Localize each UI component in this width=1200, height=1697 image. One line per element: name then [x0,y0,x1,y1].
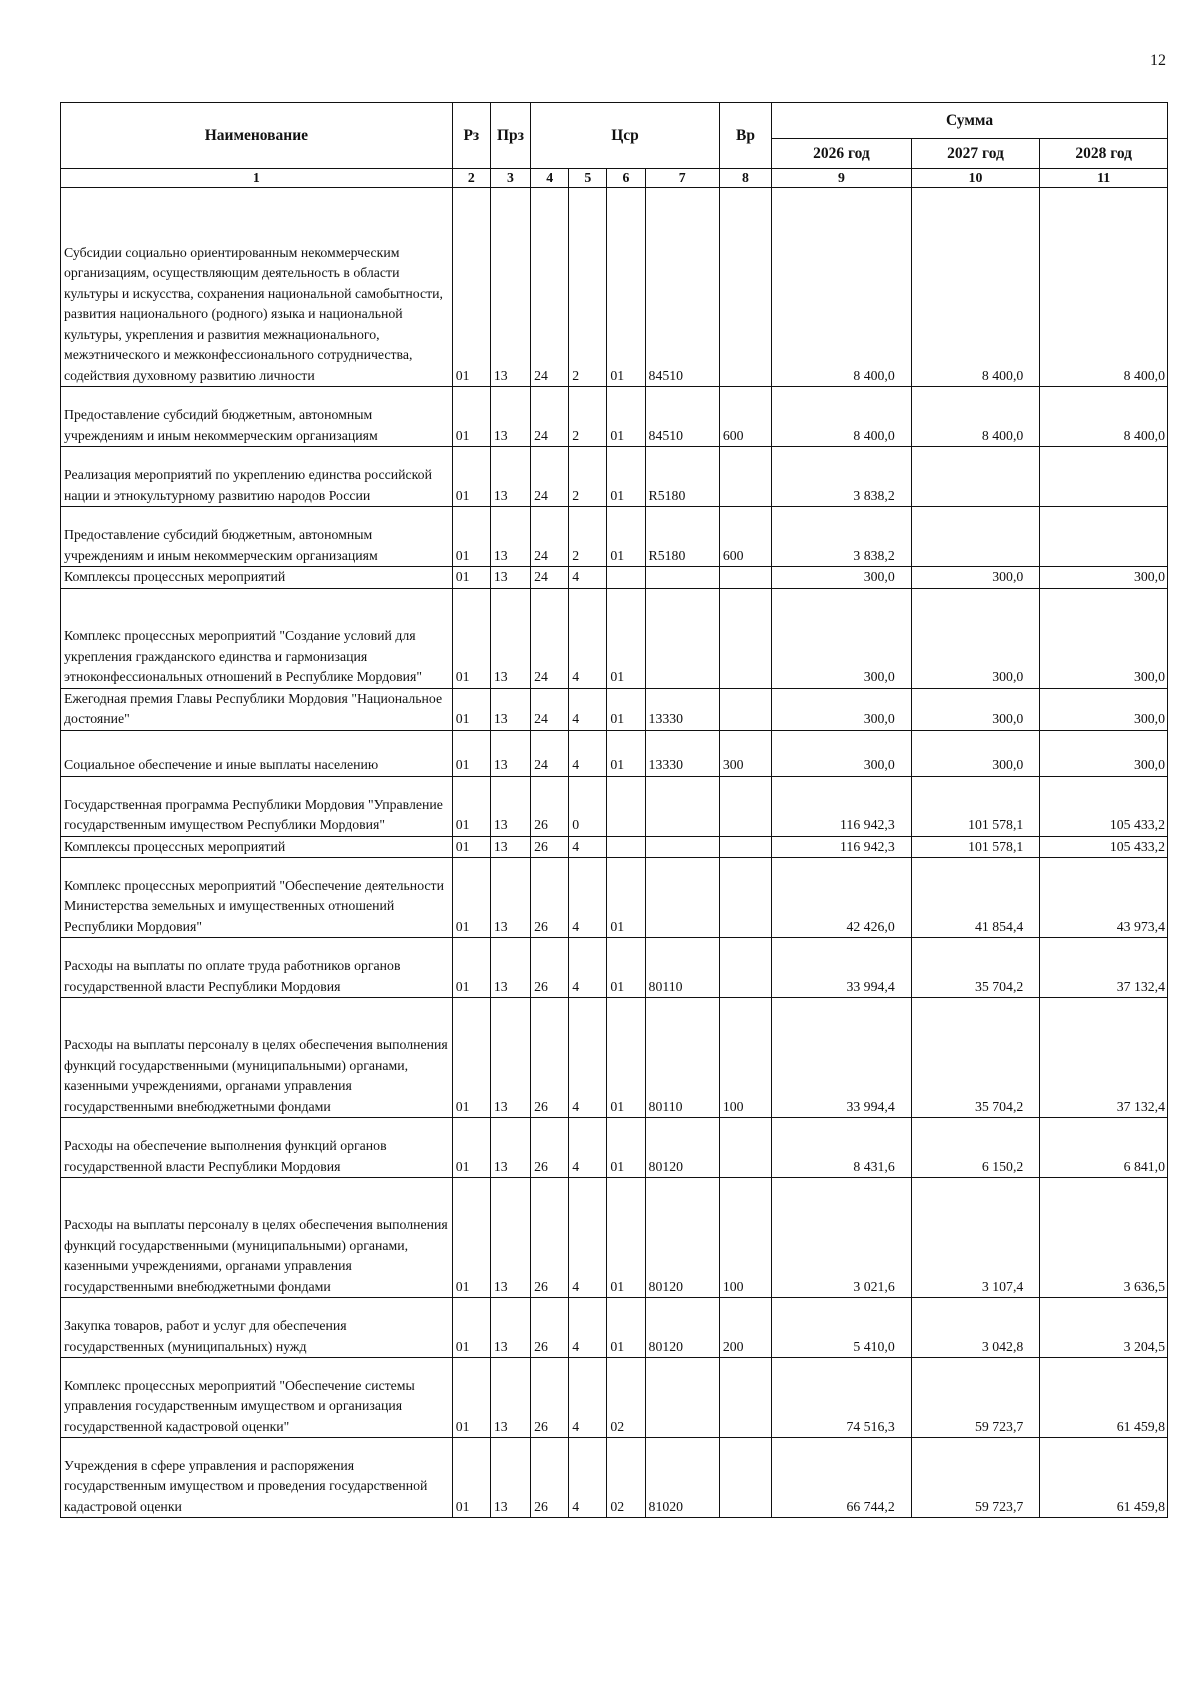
row-name: Ежегодная премия Главы Республики Мордовия "Национальное достояние" [61,688,453,730]
row-sum-2028: 300,0 [1040,730,1168,776]
row-csr-direction: 80120 [645,1118,719,1178]
table-row [61,1118,1168,1178]
row-name: Комплексы процессных мероприятий [61,567,453,589]
row-vr [719,938,771,998]
header-name: Наименование [61,103,453,169]
row-prz: 13 [490,507,530,567]
row-sum-2026: 74 516,3 [772,1358,912,1438]
row-name: Закупка товаров, работ и услуг для обеспечения государственных (муниципальных) нужд [61,1298,453,1358]
row-csr-type: 4 [569,1358,607,1438]
row-csr-type: 4 [569,998,607,1118]
row-prz: 13 [490,998,530,1118]
row-vr [719,1358,771,1438]
row-csr-item: 01 [607,1178,645,1298]
row-sum-2028: 61 459,8 [1040,1438,1168,1518]
row-rz: 01 [452,387,490,447]
row-prz: 13 [490,588,530,688]
column-number: 4 [531,169,569,188]
table-row [61,1298,1168,1358]
row-csr-program: 26 [531,1298,569,1358]
row-sum-2028: 3 204,5 [1040,1298,1168,1358]
row-prz: 13 [490,730,530,776]
row-vr: 300 [719,730,771,776]
row-sum-2028: 8 400,0 [1040,387,1168,447]
table-row [61,688,1168,730]
table-row [61,588,1168,688]
row-csr-item: 02 [607,1358,645,1438]
row-name: Учреждения в сфере управления и распоряжения государственным имуществом и проведения государственной кадастровой оценки [61,1438,453,1518]
header-rz: Рз [452,103,490,169]
row-rz: 01 [452,1358,490,1438]
row-sum-2028: 105 433,2 [1040,776,1168,836]
column-number: 7 [645,169,719,188]
row-csr-program: 24 [531,730,569,776]
row-csr-direction: 81020 [645,1438,719,1518]
row-sum-2026: 8 400,0 [772,387,912,447]
row-prz: 13 [490,776,530,836]
row-sum-2026: 66 744,2 [772,1438,912,1518]
row-name: Комплекс процессных мероприятий "Обеспечение деятельности Министерства земельных и имущественных отношений Республики Мордовия" [61,858,453,938]
row-sum-2026: 3 838,2 [772,507,912,567]
row-csr-direction: R5180 [645,447,719,507]
row-sum-2027: 3 042,8 [911,1298,1040,1358]
row-sum-2028: 37 132,4 [1040,938,1168,998]
row-rz: 01 [452,938,490,998]
row-csr-program: 26 [531,1438,569,1518]
row-rz: 01 [452,836,490,858]
row-sum-2026: 300,0 [772,730,912,776]
row-csr-item: 01 [607,688,645,730]
row-name: Государственная программа Республики Мордовия "Управление государственным имуществом Республики Мордовия" [61,776,453,836]
row-sum-2028: 61 459,8 [1040,1358,1168,1438]
row-sum-2027: 35 704,2 [911,938,1040,998]
row-csr-program: 26 [531,836,569,858]
row-vr: 100 [719,1178,771,1298]
row-sum-2027: 3 107,4 [911,1178,1040,1298]
row-csr-direction: 84510 [645,387,719,447]
row-sum-2026: 33 994,4 [772,938,912,998]
row-prz: 13 [490,188,530,387]
row-sum-2027: 101 578,1 [911,836,1040,858]
row-rz: 01 [452,730,490,776]
table-row [61,387,1168,447]
row-csr-direction: 84510 [645,188,719,387]
row-csr-program: 26 [531,776,569,836]
row-csr-direction [645,1358,719,1438]
row-prz: 13 [490,387,530,447]
table-row [61,1438,1168,1518]
row-rz: 01 [452,507,490,567]
row-prz: 13 [490,1438,530,1518]
table-row [61,836,1168,858]
row-sum-2027: 6 150,2 [911,1118,1040,1178]
row-prz: 13 [490,688,530,730]
row-sum-2026: 116 942,3 [772,836,912,858]
row-sum-2026: 300,0 [772,567,912,589]
row-rz: 01 [452,998,490,1118]
row-sum-2026: 8 431,6 [772,1118,912,1178]
row-vr [719,688,771,730]
row-csr-type: 4 [569,688,607,730]
row-name: Расходы на выплаты персоналу в целях обеспечения выполнения функций государственными (муниципальными) органами, казенными учреждениями, органами управления государственными внебюджетными фондами [61,998,453,1118]
row-vr [719,1438,771,1518]
row-vr [719,1118,771,1178]
row-csr-program: 24 [531,507,569,567]
header-year-2026: 2026 год [772,139,912,169]
row-prz: 13 [490,567,530,589]
row-sum-2028: 8 400,0 [1040,188,1168,387]
row-csr-program: 24 [531,447,569,507]
table-row [61,938,1168,998]
row-csr-type: 4 [569,1438,607,1518]
row-sum-2026: 8 400,0 [772,188,912,387]
row-csr-program: 24 [531,588,569,688]
row-csr-item: 01 [607,998,645,1118]
row-rz: 01 [452,567,490,589]
row-csr-direction [645,567,719,589]
row-csr-item: 01 [607,858,645,938]
row-csr-type: 4 [569,567,607,589]
row-csr-direction: R5180 [645,507,719,567]
table-row [61,776,1168,836]
row-sum-2028: 300,0 [1040,588,1168,688]
row-csr-type: 4 [569,730,607,776]
row-csr-direction: 80120 [645,1298,719,1358]
column-number: 3 [490,169,530,188]
column-number: 1 [61,169,453,188]
column-number: 5 [569,169,607,188]
row-sum-2027 [911,447,1040,507]
row-csr-type: 4 [569,1118,607,1178]
page-number: 12 [1150,52,1166,69]
header-year-2027: 2027 год [911,139,1040,169]
row-csr-item: 01 [607,188,645,387]
row-name: Субсидии социально ориентированным некоммерческим организациям, осуществляющим деятельность в области культуры и искусства, сохранения национальной самобытности, развития национального (родного) языка и национальной культуры, укрепления и развития межнационального, межэтнического и межконфессионального сотрудничества, содействия духовному развитию личности [61,188,453,387]
column-number: 6 [607,169,645,188]
row-sum-2027 [911,507,1040,567]
row-csr-direction: 80120 [645,1178,719,1298]
row-sum-2027: 41 854,4 [911,858,1040,938]
table-row [61,507,1168,567]
row-csr-program: 26 [531,858,569,938]
row-sum-2027: 35 704,2 [911,998,1040,1118]
row-name: Расходы на выплаты персоналу в целях обеспечения выполнения функций государственными (муниципальными) органами, казенными учреждениями, органами управления государственными внебюджетными фондами [61,1178,453,1298]
row-csr-program: 24 [531,387,569,447]
header-sum: Сумма [772,103,1168,139]
row-sum-2028 [1040,507,1168,567]
row-csr-program: 24 [531,567,569,589]
column-number-row [61,169,1168,188]
row-rz: 01 [452,1118,490,1178]
row-csr-program: 26 [531,1358,569,1438]
row-sum-2026: 33 994,4 [772,998,912,1118]
row-csr-direction: 80110 [645,998,719,1118]
row-vr [719,567,771,589]
row-csr-type: 4 [569,588,607,688]
row-csr-item: 01 [607,507,645,567]
table-row [61,567,1168,589]
row-sum-2026: 300,0 [772,688,912,730]
row-csr-item: 01 [607,938,645,998]
row-name: Предоставление субсидий бюджетным, автономным учреждениям и иным некоммерческим организациям [61,387,453,447]
row-csr-item: 01 [607,447,645,507]
row-sum-2028: 300,0 [1040,567,1168,589]
row-sum-2027: 59 723,7 [911,1438,1040,1518]
row-csr-type: 2 [569,507,607,567]
row-csr-direction [645,858,719,938]
row-csr-direction: 80110 [645,938,719,998]
row-prz: 13 [490,1118,530,1178]
header-year-2028: 2028 год [1040,139,1168,169]
row-csr-type: 4 [569,858,607,938]
row-csr-type: 2 [569,387,607,447]
row-sum-2027: 8 400,0 [911,188,1040,387]
row-csr-item [607,836,645,858]
row-sum-2026: 3 838,2 [772,447,912,507]
budget-table [60,102,1168,1518]
table-row [61,998,1168,1118]
header-csr: Цср [531,103,720,169]
row-sum-2028: 6 841,0 [1040,1118,1168,1178]
row-name: Расходы на выплаты по оплате труда работников органов государственной власти Республики Мордовия [61,938,453,998]
row-sum-2026: 116 942,3 [772,776,912,836]
row-rz: 01 [452,776,490,836]
row-csr-program: 24 [531,688,569,730]
table-row [61,1178,1168,1298]
row-name: Расходы на обеспечение выполнения функций органов государственной власти Республики Мордовия [61,1118,453,1178]
row-vr [719,588,771,688]
row-name: Комплекс процессных мероприятий "Обеспечение системы управления государственным имуществом и организация государственной кадастровой оценки" [61,1358,453,1438]
row-prz: 13 [490,938,530,998]
column-number: 8 [719,169,771,188]
row-vr: 200 [719,1298,771,1358]
row-csr-type: 4 [569,1178,607,1298]
row-name: Предоставление субсидий бюджетным, автономным учреждениям и иным некоммерческим организациям [61,507,453,567]
row-rz: 01 [452,688,490,730]
row-vr [719,776,771,836]
row-sum-2027: 300,0 [911,588,1040,688]
row-prz: 13 [490,447,530,507]
row-prz: 13 [490,1358,530,1438]
row-csr-item: 01 [607,588,645,688]
table-row [61,858,1168,938]
row-csr-program: 26 [531,1118,569,1178]
row-csr-item: 01 [607,1118,645,1178]
row-rz: 01 [452,858,490,938]
row-csr-item [607,776,645,836]
row-csr-direction: 13330 [645,688,719,730]
row-sum-2028: 105 433,2 [1040,836,1168,858]
row-csr-direction [645,836,719,858]
table-row [61,188,1168,387]
row-sum-2026: 3 021,6 [772,1178,912,1298]
header-vr: Вр [719,103,771,169]
row-sum-2026: 42 426,0 [772,858,912,938]
row-name: Комплексы процессных мероприятий [61,836,453,858]
row-name: Комплекс процессных мероприятий "Создание условий для укрепления гражданского единства и гармонизация этноконфессиональных отношений в Республике Мордовия" [61,588,453,688]
row-name: Социальное обеспечение и иные выплаты населению [61,730,453,776]
row-csr-program: 24 [531,188,569,387]
table-row [61,1358,1168,1438]
row-csr-type: 2 [569,188,607,387]
column-number: 9 [772,169,912,188]
row-sum-2028: 43 973,4 [1040,858,1168,938]
row-sum-2026: 5 410,0 [772,1298,912,1358]
row-csr-item [607,567,645,589]
row-rz: 01 [452,1438,490,1518]
row-csr-type: 2 [569,447,607,507]
row-vr: 600 [719,507,771,567]
row-prz: 13 [490,1298,530,1358]
row-csr-type: 4 [569,938,607,998]
table-row [61,447,1168,507]
row-rz: 01 [452,1178,490,1298]
row-csr-item: 01 [607,1298,645,1358]
column-number: 2 [452,169,490,188]
row-sum-2027: 300,0 [911,688,1040,730]
column-number: 11 [1040,169,1168,188]
row-csr-program: 26 [531,998,569,1118]
row-sum-2027: 300,0 [911,730,1040,776]
row-csr-item: 01 [607,387,645,447]
row-vr [719,836,771,858]
row-vr: 100 [719,998,771,1118]
row-vr [719,188,771,387]
row-csr-program: 26 [531,1178,569,1298]
row-csr-direction [645,776,719,836]
row-sum-2028: 37 132,4 [1040,998,1168,1118]
row-prz: 13 [490,858,530,938]
row-sum-2027: 59 723,7 [911,1358,1040,1438]
row-rz: 01 [452,588,490,688]
row-csr-type: 4 [569,836,607,858]
row-sum-2027: 101 578,1 [911,776,1040,836]
column-number: 10 [911,169,1040,188]
header-prz: Прз [490,103,530,169]
row-sum-2027: 8 400,0 [911,387,1040,447]
row-csr-direction: 13330 [645,730,719,776]
row-csr-item: 01 [607,730,645,776]
row-rz: 01 [452,447,490,507]
row-prz: 13 [490,1178,530,1298]
row-vr [719,858,771,938]
row-prz: 13 [490,836,530,858]
row-vr [719,447,771,507]
row-csr-item: 02 [607,1438,645,1518]
row-rz: 01 [452,1298,490,1358]
row-sum-2026: 300,0 [772,588,912,688]
row-csr-type: 4 [569,1298,607,1358]
row-csr-direction [645,588,719,688]
table-row [61,730,1168,776]
row-csr-program: 26 [531,938,569,998]
row-vr: 600 [719,387,771,447]
row-sum-2028 [1040,447,1168,507]
row-sum-2028: 300,0 [1040,688,1168,730]
row-name: Реализация мероприятий по укреплению единства российской нации и этнокультурному развитию народов России [61,447,453,507]
row-csr-type: 0 [569,776,607,836]
row-sum-2028: 3 636,5 [1040,1178,1168,1298]
row-rz: 01 [452,188,490,387]
row-sum-2027: 300,0 [911,567,1040,589]
